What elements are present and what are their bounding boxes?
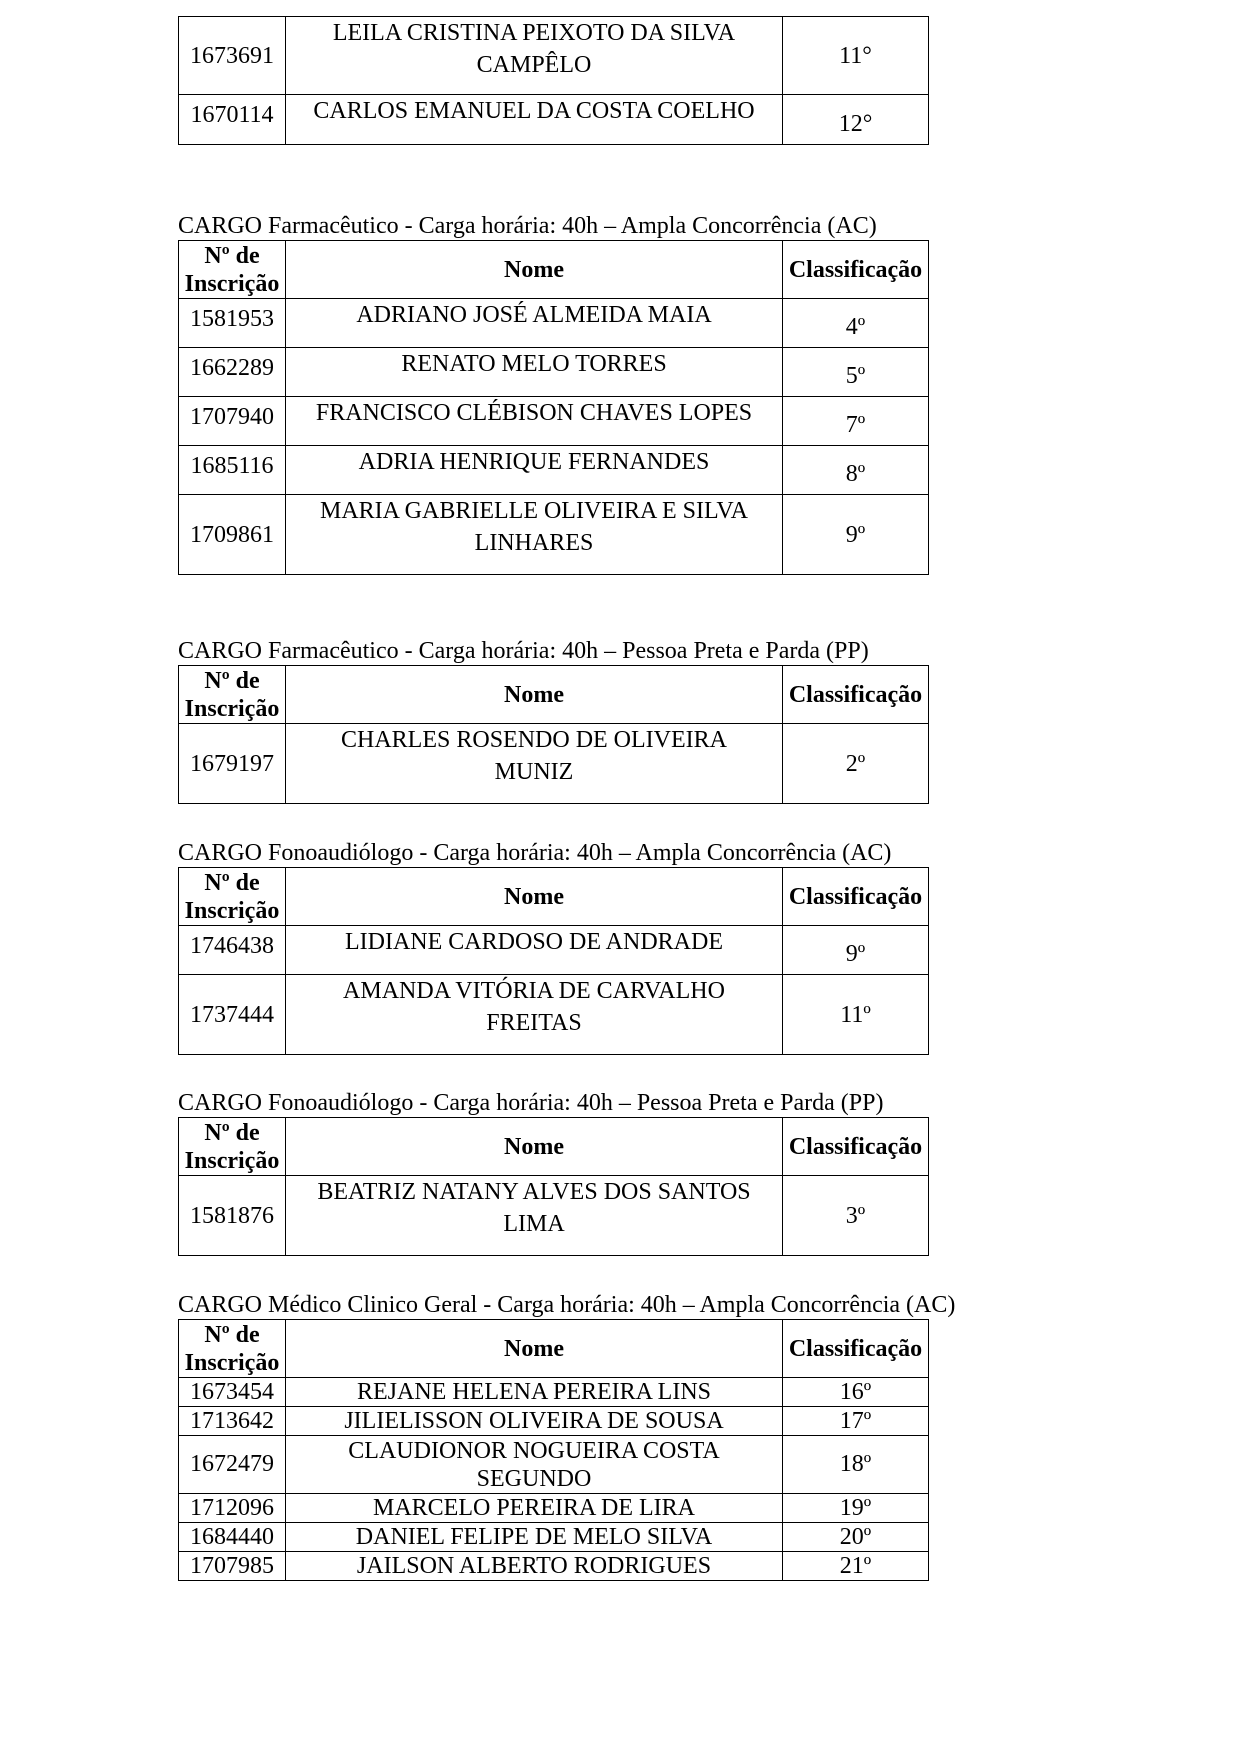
- inscricao-cell: 1673454: [179, 1378, 286, 1407]
- table-row: [179, 926, 929, 975]
- header-nome: Nome: [286, 1320, 783, 1378]
- top-results-table: [178, 16, 929, 145]
- table-row: [179, 1552, 929, 1581]
- table-row: [179, 1436, 929, 1494]
- nome-line-2: LINHARES: [474, 530, 594, 556]
- header-classificacao: Classificação: [783, 868, 929, 926]
- inscricao-cell: 1581876: [179, 1176, 286, 1256]
- inscricao-cell: 1746438: [179, 926, 286, 975]
- nome-cell: [286, 1436, 783, 1494]
- nome-cell: [286, 724, 783, 804]
- classificacao-cell: 11°: [783, 17, 929, 95]
- nome-cell: ADRIANO JOSÉ ALMEIDA MAIA: [286, 299, 783, 348]
- nome-cell: MARCELO PEREIRA DE LIRA: [286, 1494, 783, 1523]
- nome-line-1: BEATRIZ NATANY ALVES DOS SANTOS: [317, 1179, 751, 1205]
- farmaceutico-pp-table: [178, 665, 929, 804]
- inscricao-cell: 1709861: [179, 495, 286, 575]
- section-table-block: [178, 1319, 928, 1581]
- header-nome: Nome: [286, 1118, 783, 1176]
- table-row: [179, 1523, 929, 1552]
- table-row: [179, 299, 929, 348]
- table-row: [179, 1378, 929, 1407]
- section-title: CARGO Farmacêutico - Carga horária: 40h – Ampla Concorrência (AC): [178, 213, 877, 239]
- nome-line-1: LEILA CRISTINA PEIXOTO DA SILVA: [332, 20, 736, 46]
- section-table-block: [178, 665, 928, 804]
- nome-line-1: CHARLES ROSENDO DE OLIVEIRA: [341, 727, 727, 753]
- nome-cell: DANIEL FELIPE DE MELO SILVA: [286, 1523, 783, 1552]
- classificacao-cell: 2º: [783, 724, 929, 804]
- inscricao-cell: 1685116: [179, 446, 286, 495]
- inscricao-cell: 1673691: [179, 17, 286, 95]
- table-row: [179, 1494, 929, 1523]
- table-row: [179, 446, 929, 495]
- nome-line-2: SEGUNDO: [476, 1465, 592, 1492]
- table-row: [179, 724, 929, 804]
- inscricao-cell: 1670114: [179, 95, 286, 145]
- classificacao-cell: 4º: [783, 299, 929, 348]
- nome-cell: [286, 495, 783, 575]
- header-inscricao: Nº de Inscrição: [179, 868, 286, 926]
- nome-line-2: FREITAS: [486, 1010, 582, 1036]
- classificacao-cell: 8º: [783, 446, 929, 495]
- header-row: [179, 1320, 929, 1378]
- header-classificacao: Classificação: [783, 666, 929, 724]
- nome-cell: LIDIANE CARDOSO DE ANDRADE: [286, 926, 783, 975]
- classificacao-cell: 16º: [783, 1378, 929, 1407]
- inscricao-cell: 1581953: [179, 299, 286, 348]
- table-row: [179, 975, 929, 1055]
- section-table-block: [178, 240, 928, 575]
- classificacao-cell: 12°: [783, 95, 929, 145]
- header-row: [179, 868, 929, 926]
- table-row: [179, 1176, 929, 1256]
- farmaceutico-ac-table: [178, 240, 929, 575]
- table-row: [179, 17, 929, 95]
- table-row: [179, 495, 929, 575]
- classificacao-cell: 9º: [783, 495, 929, 575]
- inscricao-cell: 1737444: [179, 975, 286, 1055]
- top-table-block: [178, 16, 928, 145]
- classificacao-cell: 17º: [783, 1407, 929, 1436]
- inscricao-cell: 1713642: [179, 1407, 286, 1436]
- classificacao-cell: 20º: [783, 1523, 929, 1552]
- nome-cell: [286, 1176, 783, 1256]
- nome-cell: JILIELISSON OLIVEIRA DE SOUSA: [286, 1407, 783, 1436]
- table-row: [179, 1407, 929, 1436]
- section-table-block: [178, 867, 928, 1055]
- header-row: [179, 1118, 929, 1176]
- header-nome: Nome: [286, 868, 783, 926]
- medico-clinico-ac-table: [178, 1319, 929, 1581]
- classificacao-cell: 11º: [783, 975, 929, 1055]
- header-inscricao: Nº de Inscrição: [179, 1118, 286, 1176]
- classificacao-cell: 21º: [783, 1552, 929, 1581]
- table-row: [179, 95, 929, 145]
- classificacao-cell: 7º: [783, 397, 929, 446]
- inscricao-cell: 1684440: [179, 1523, 286, 1552]
- header-nome: Nome: [286, 666, 783, 724]
- classificacao-cell: 5º: [783, 348, 929, 397]
- inscricao-cell: 1707985: [179, 1552, 286, 1581]
- nome-cell: [286, 975, 783, 1055]
- nome-cell: [286, 17, 783, 95]
- inscricao-cell: 1707940: [179, 397, 286, 446]
- header-inscricao: Nº de Inscrição: [179, 1320, 286, 1378]
- nome-line-2: CAMPÊLO: [476, 52, 592, 78]
- nome-cell: REJANE HELENA PEREIRA LINS: [286, 1378, 783, 1407]
- header-inscricao: Nº de Inscrição: [179, 666, 286, 724]
- table-row: [179, 348, 929, 397]
- nome-cell: CARLOS EMANUEL DA COSTA COELHO: [286, 95, 783, 145]
- nome-cell: JAILSON ALBERTO RODRIGUES: [286, 1552, 783, 1581]
- header-inscricao: Nº de Inscrição: [179, 241, 286, 299]
- nome-line-2: MUNIZ: [494, 759, 574, 785]
- classificacao-cell: 19º: [783, 1494, 929, 1523]
- classificacao-cell: 18º: [783, 1436, 929, 1494]
- header-row: [179, 666, 929, 724]
- inscricao-cell: 1662289: [179, 348, 286, 397]
- fonoaudiologo-pp-table: [178, 1117, 929, 1256]
- header-row: [179, 241, 929, 299]
- section-table-block: [178, 1117, 928, 1256]
- header-classificacao: Classificação: [783, 1118, 929, 1176]
- nome-cell: RENATO MELO TORRES: [286, 348, 783, 397]
- header-classificacao: Classificação: [783, 1320, 929, 1378]
- inscricao-cell: 1679197: [179, 724, 286, 804]
- section-title: CARGO Farmacêutico - Carga horária: 40h – Pessoa Preta e Parda (PP): [178, 638, 869, 664]
- inscricao-cell: 1712096: [179, 1494, 286, 1523]
- header-nome: Nome: [286, 241, 783, 299]
- section-title: CARGO Fonoaudiólogo - Carga horária: 40h – Ampla Concorrência (AC): [178, 840, 892, 866]
- inscricao-cell: 1672479: [179, 1436, 286, 1494]
- nome-cell: FRANCISCO CLÉBISON CHAVES LOPES: [286, 397, 783, 446]
- fonoaudiologo-ac-table: [178, 867, 929, 1055]
- section-title: CARGO Fonoaudiólogo - Carga horária: 40h – Pessoa Preta e Parda (PP): [178, 1090, 884, 1116]
- nome-line-2: LIMA: [503, 1211, 565, 1237]
- classificacao-cell: 9º: [783, 926, 929, 975]
- section-title: CARGO Médico Clinico Geral - Carga horária: 40h – Ampla Concorrência (AC): [178, 1292, 956, 1318]
- nome-line-1: CLAUDIONOR NOGUEIRA COSTA: [348, 1437, 720, 1464]
- nome-line-1: MARIA GABRIELLE OLIVEIRA E SILVA: [319, 498, 748, 524]
- nome-cell: ADRIA HENRIQUE FERNANDES: [286, 446, 783, 495]
- header-classificacao: Classificação: [783, 241, 929, 299]
- table-row: [179, 397, 929, 446]
- classificacao-cell: 3º: [783, 1176, 929, 1256]
- nome-line-1: AMANDA VITÓRIA DE CARVALHO: [343, 978, 725, 1004]
